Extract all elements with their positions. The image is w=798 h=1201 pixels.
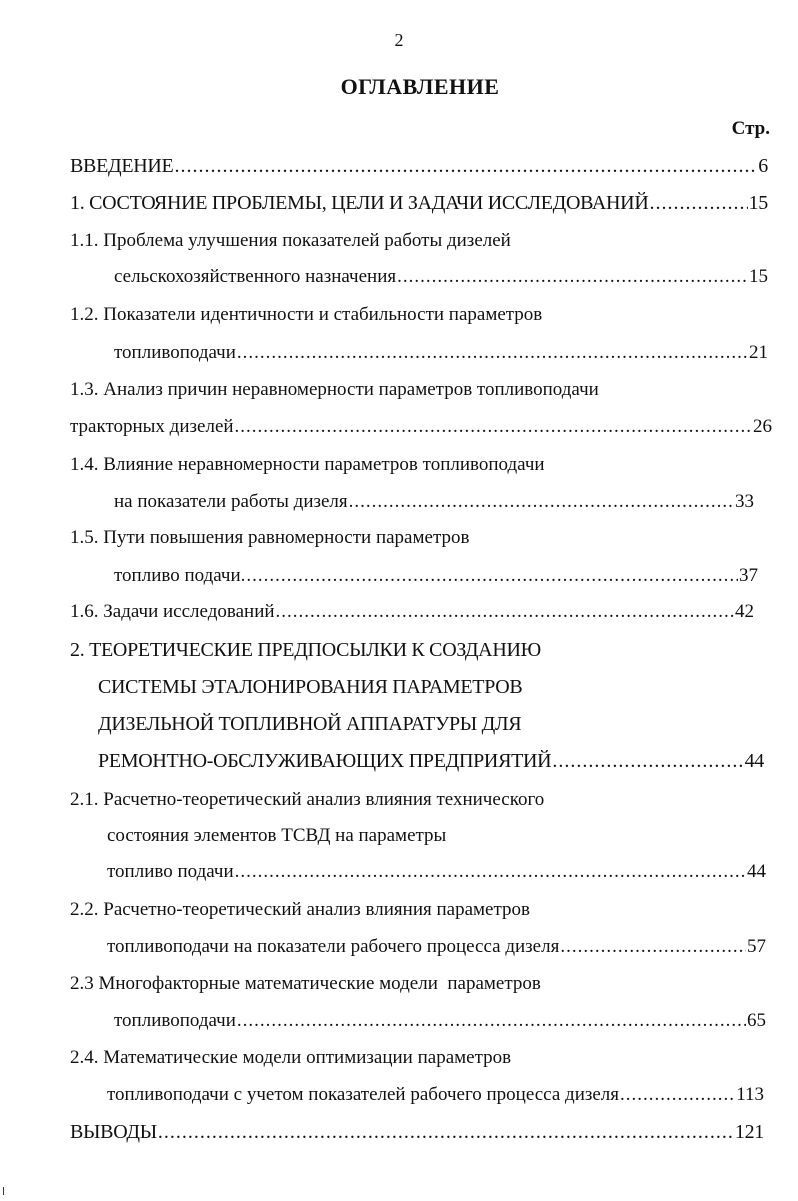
toc-text: топливоподачи (114, 1010, 236, 1031)
toc-text: сельскохозяйственного назначения (114, 266, 397, 287)
toc-leader-dots (560, 934, 746, 960)
toc-text: 1.3. Анализ причин неравномерности параметров топливоподачи (70, 379, 599, 400)
toc-entry-2-1-line-3 (107, 859, 766, 885)
page-title: ОГЛАВЛЕНИЕ (340, 74, 500, 99)
toc-entry-1-1-line-1 (70, 228, 511, 254)
toc-page-ref: 26 (753, 416, 772, 437)
toc-page-ref: 33 (735, 491, 754, 512)
toc-leader-dots (552, 748, 743, 774)
toc-page-ref: 113 (736, 1084, 764, 1105)
page-number: 2 (394, 30, 404, 50)
toc-text: 2.2. Расчетно-теоретический анализ влияния параметров (70, 899, 530, 920)
toc-entry-2-4-line-2 (107, 1082, 764, 1108)
toc-entry-2-2-line-2 (107, 934, 766, 960)
toc-entry-1-3-line-2 (70, 414, 772, 440)
toc-text: 2.4. Математические модели оптимизации параметров (70, 1047, 512, 1068)
toc-leader-dots (649, 190, 747, 216)
toc-entry-1-5-line-1 (70, 525, 469, 551)
toc-page-ref: 37 (739, 565, 758, 586)
toc-text: 2.1. Расчетно-теоретический анализ влияния технического (70, 789, 545, 810)
toc-text: топливоподачи с учетом показателей рабочего процесса дизеля (107, 1084, 620, 1105)
toc-entry-1-5-line-2 (114, 563, 758, 589)
toc-page-ref: 121 (734, 1121, 764, 1143)
toc-text: состояния элементов ТСВД на параметры (107, 825, 447, 846)
toc-entry-1-4-line-2 (114, 489, 754, 515)
toc-text: 1.6. Задачи исследований (70, 601, 275, 622)
toc-text: 2. ТЕОРЕТИЧЕСКИЕ ПРЕДПОСЫЛКИ К СОЗДАНИЮ (70, 639, 541, 661)
toc-leader-dots (235, 859, 746, 885)
toc-entry-introduction (70, 153, 768, 179)
toc-text: топливоподачи (114, 342, 236, 363)
toc-text: 1.1. Проблема улучшения показателей работы дизелей (70, 230, 511, 251)
toc-page-ref: 44 (747, 861, 766, 882)
toc-text: топливо подачи. (114, 565, 246, 586)
toc-page-ref: 21 (749, 342, 768, 363)
toc-text: 2.3 Многофакторные математические модели параметров (70, 973, 541, 994)
toc-entry-2-1-line-2 (107, 823, 446, 849)
toc-text: топливоподачи на показатели рабочего процесса дизеля (107, 936, 560, 957)
toc-entry-1-6 (70, 599, 754, 625)
toc-entry-conclusions (70, 1119, 764, 1145)
toc-page-ref: 15 (748, 192, 768, 214)
toc-entry-1-2-line-2 (114, 340, 768, 366)
toc-text: ВЫВОДЫ (70, 1121, 157, 1143)
toc-entry-chapter-2-line-3 (98, 711, 521, 737)
toc-page-ref: 42 (735, 601, 754, 622)
toc-text: тракторных дизелей (70, 416, 234, 437)
toc-page-ref: 65 (747, 1010, 766, 1031)
toc-leader-dots (237, 1008, 746, 1034)
toc-entry-2-4-line-1 (70, 1045, 511, 1071)
toc-entry-chapter-1 (70, 190, 768, 216)
toc-page-ref: 57 (747, 936, 766, 957)
toc-leader-dots (237, 340, 748, 366)
toc-entry-1-3-line-1 (70, 377, 599, 403)
toc-leader-dots (235, 414, 752, 440)
toc-entry-chapter-2-line-2 (98, 674, 522, 700)
toc-text: 1.2. Показатели идентичности и стабильности параметров (70, 304, 543, 325)
toc-text: РЕМОНТНО-ОБСЛУЖИВАЮЩИХ ПРЕДПРИЯТИЙ (98, 750, 552, 772)
toc-entry-2-3-line-1 (70, 971, 541, 997)
toc-entry-1-2-line-1 (70, 302, 542, 328)
toc-entry-2-3-line-2 (114, 1008, 766, 1034)
toc-text: на показатели работы дизеля (114, 491, 348, 512)
toc-leader-dots (397, 264, 748, 290)
toc-leader-dots (174, 153, 757, 179)
toc-entry-chapter-2-line-4 (98, 748, 764, 774)
toc-entry-2-2-line-1 (70, 897, 530, 923)
toc-entry-1-4-line-1 (70, 452, 545, 478)
toc-entry-chapter-2-line-1 (70, 637, 541, 663)
toc-leader-dots (276, 599, 734, 625)
toc-page-ref: 6 (758, 155, 768, 177)
toc-text: 1. СОСТОЯНИЕ ПРОБЛЕМЫ, ЦЕЛИ И ЗАДАЧИ ИССЛЕДОВАНИЙ (70, 192, 649, 214)
toc-page-ref: 15 (749, 266, 768, 287)
toc-entry-1-1-line-2 (114, 264, 768, 290)
toc-text: СИСТЕМЫ ЭТАЛОНИРОВАНИЯ ПАРАМЕТРОВ (98, 676, 523, 698)
toc-leader-dots (349, 489, 734, 515)
toc-text: 1.5. Пути повышения равномерности параметров (70, 527, 470, 548)
toc-text: ДИЗЕЛЬНОЙ ТОПЛИВНОЙ АППАРАТУРЫ ДЛЯ (98, 713, 522, 735)
toc-leader-dots (158, 1119, 734, 1145)
toc-entry-2-1-line-1 (70, 787, 544, 813)
toc-leader-dots (246, 563, 738, 589)
toc-leader-dots (620, 1082, 735, 1108)
toc-text: топливо подачи (107, 861, 234, 882)
scan-artifact-mark (3, 1187, 4, 1195)
toc-page-ref: 44 (744, 750, 764, 772)
toc-text: ВВЕДЕНИЕ (70, 155, 174, 177)
page-column-label: Стр. (731, 118, 770, 139)
toc-text: 1.4. Влияние неравномерности параметров топливоподачи (70, 454, 545, 475)
